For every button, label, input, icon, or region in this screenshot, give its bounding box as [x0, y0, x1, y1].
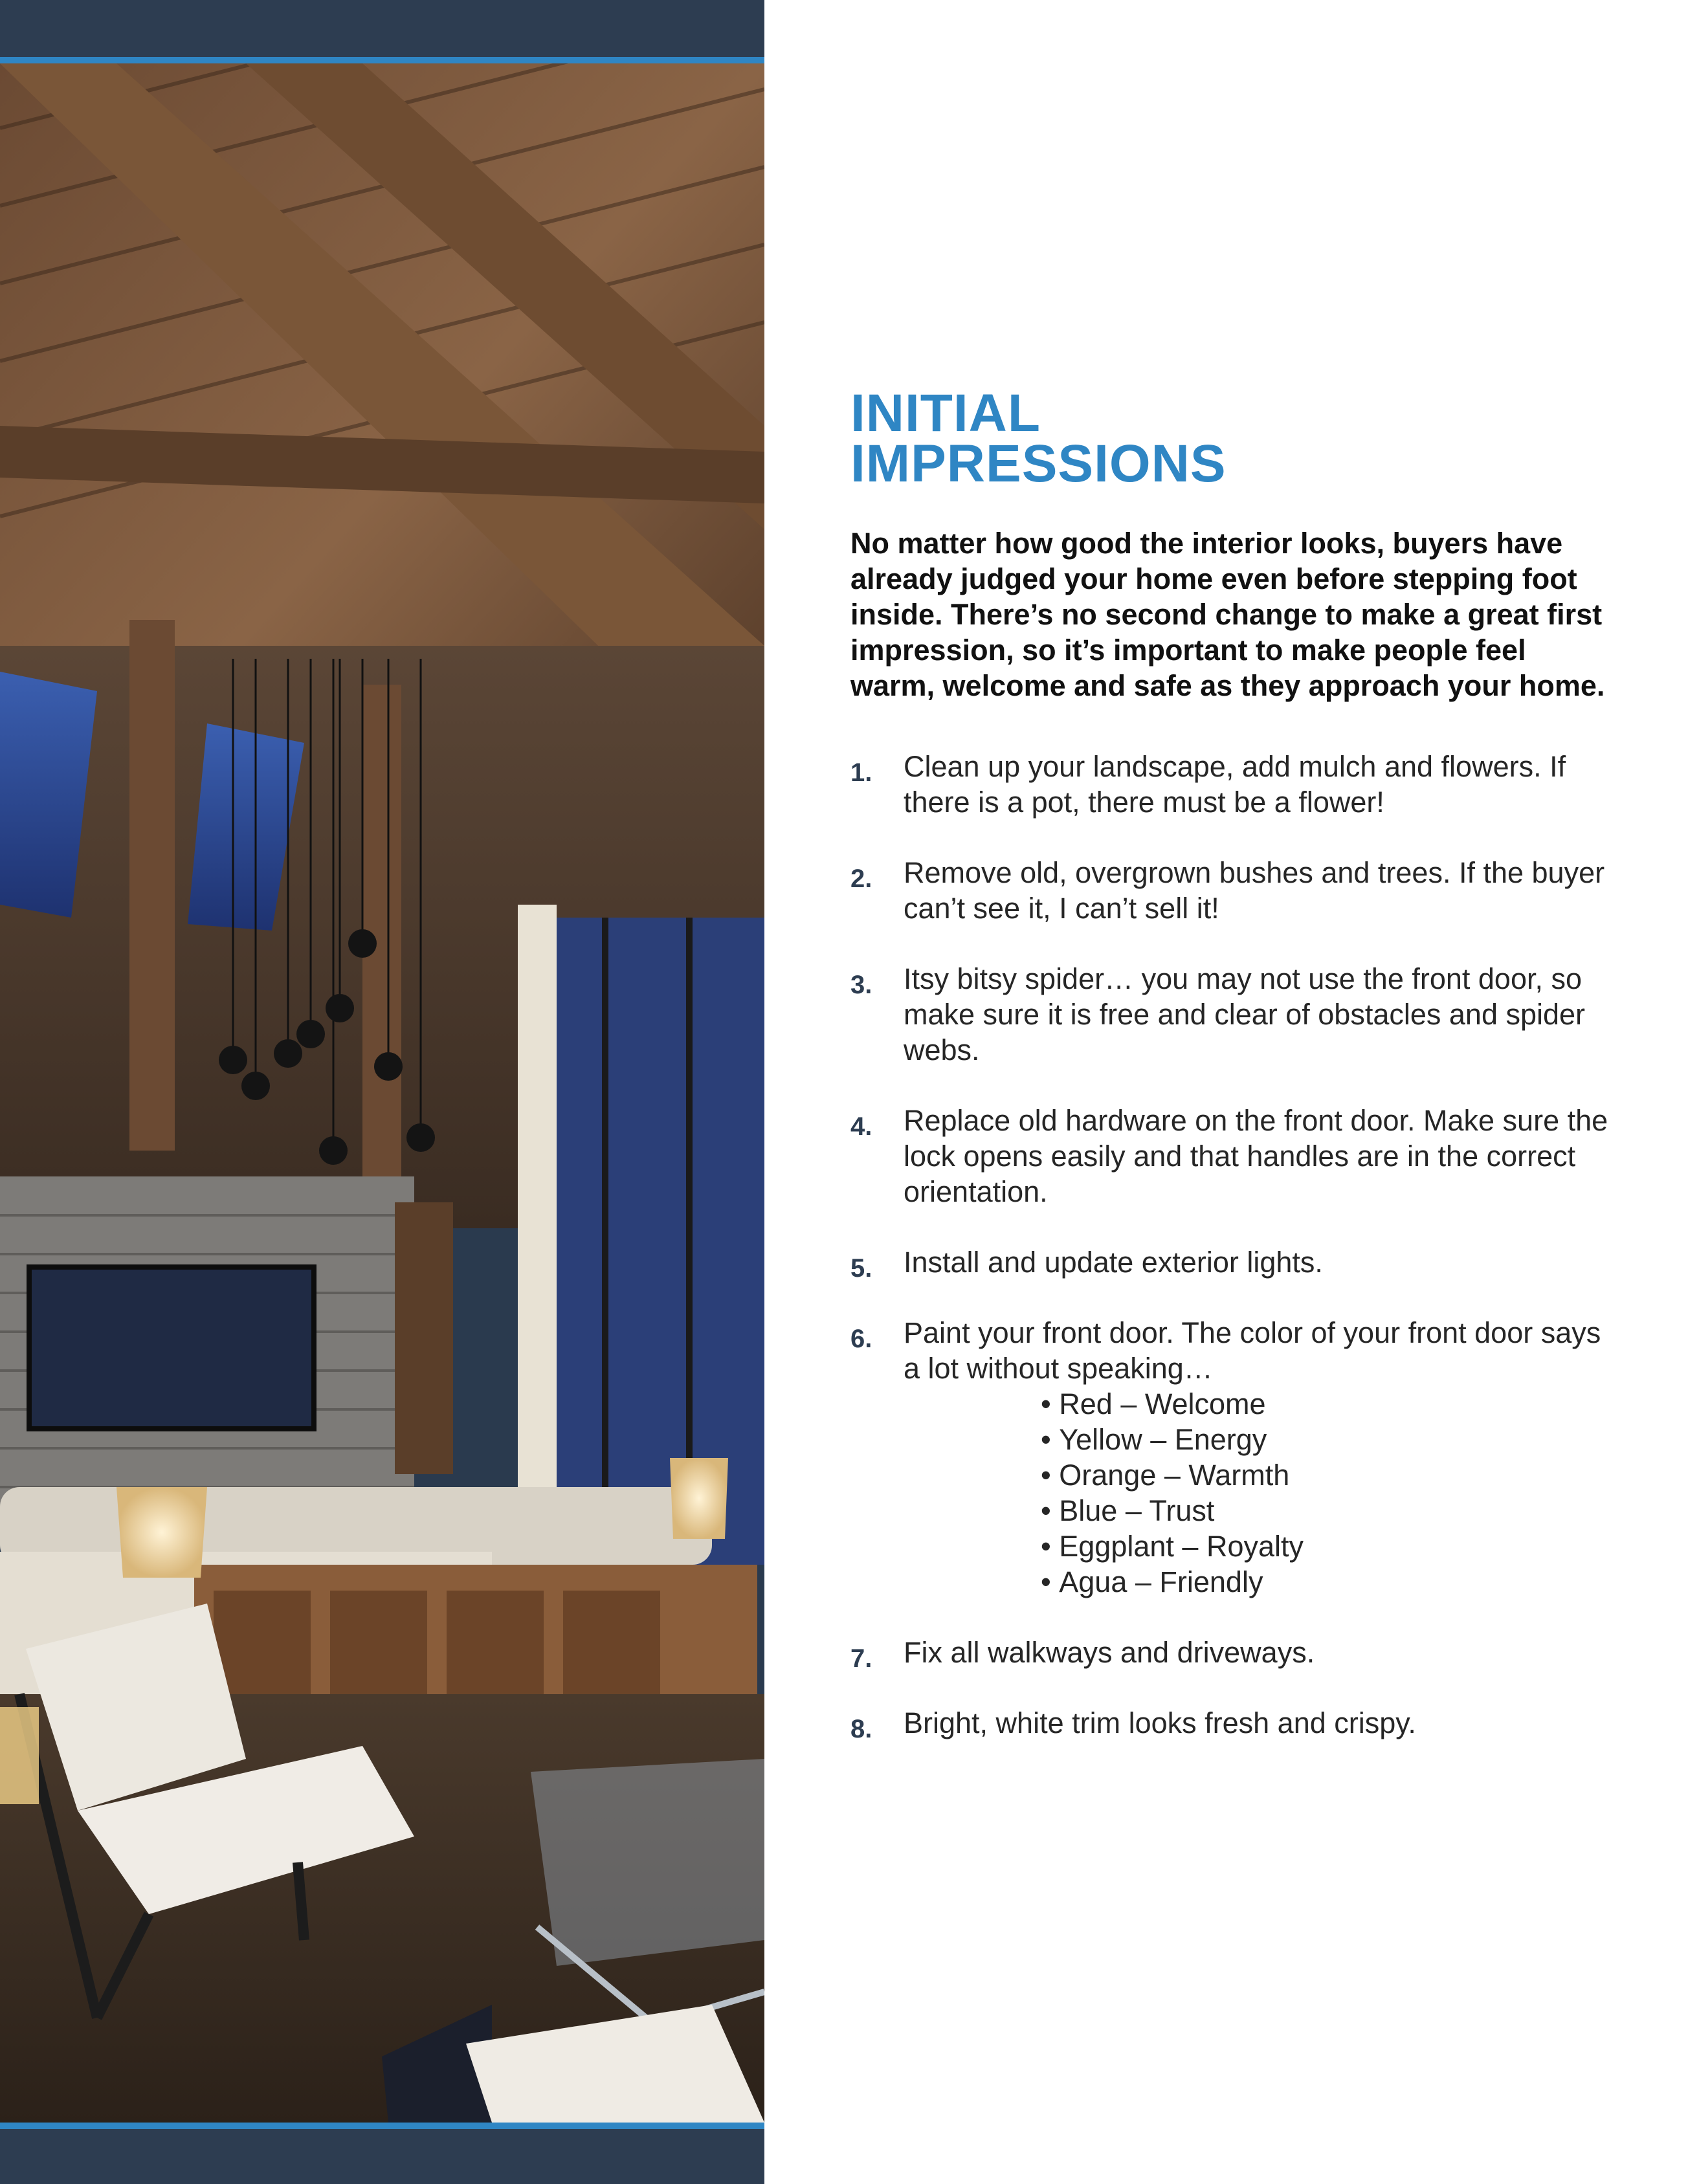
top-band: [0, 0, 764, 57]
bottom-band: [0, 2129, 764, 2184]
content-column: [850, 384, 1614, 1776]
list-item: [850, 855, 1614, 926]
door-color-list: [904, 1386, 1614, 1600]
item-number: 7.: [850, 1644, 872, 1673]
door-color-item: • Eggplant – Royalty: [1041, 1528, 1614, 1564]
list-item: [850, 1244, 1614, 1283]
item-number: 2.: [850, 865, 872, 893]
item-text: Itsy bitsy spider… you may not use the front door, so make sure it is free and clear of obstacles and spider webs.: [904, 962, 1586, 1066]
door-color-item: • Yellow – Energy: [1041, 1422, 1614, 1457]
item-text: Clean up your landscape, add mulch and flowers. If there is a pot, there must be a flower!: [904, 750, 1566, 819]
title-line-1: INITIAL: [850, 384, 1041, 443]
list-item: [850, 749, 1614, 820]
item-number: 3.: [850, 971, 872, 999]
list-item: [850, 1635, 1614, 1673]
item-number: 6.: [850, 1325, 872, 1353]
bottom-accent-stripe: [0, 2123, 764, 2129]
top-accent-stripe: [0, 57, 764, 63]
door-color-item: • Blue – Trust: [1041, 1493, 1614, 1528]
item-text: Remove old, overgrown bushes and trees. If the buyer can’t see it, I can’t sell it!: [904, 856, 1605, 925]
title-line-2: IMPRESSIONS: [850, 434, 1227, 493]
item-number: 1.: [850, 758, 872, 787]
item-text: Fix all walkways and driveways.: [904, 1636, 1315, 1669]
item-number: 8.: [850, 1715, 872, 1743]
list-item: [850, 1103, 1614, 1209]
list-item: [850, 1705, 1614, 1741]
tips-list: [850, 749, 1614, 1741]
list-item: [850, 1315, 1614, 1600]
door-color-item: • Red – Welcome: [1041, 1386, 1614, 1422]
page-title: [850, 384, 1614, 493]
list-item: [850, 961, 1614, 1068]
photo-panel: [0, 0, 764, 2184]
item-number: 5.: [850, 1254, 872, 1283]
door-color-item: • Orange – Warmth: [1041, 1457, 1614, 1493]
item-text: Paint your front door. The color of your front door says a lot without speaking…: [904, 1316, 1601, 1385]
item-text: Replace old hardware on the front door. Make sure the lock opens easily and that handles are in the correct orientation.: [904, 1104, 1608, 1208]
living-room-photo: [0, 63, 764, 2123]
item-text: Install and update exterior lights.: [904, 1246, 1323, 1279]
item-number: 4.: [850, 1112, 872, 1141]
item-text: Bright, white trim looks fresh and crispy.: [904, 1706, 1416, 1739]
intro-paragraph: No matter how good the interior looks, buyers have already judged your home even before stepping foot inside. There’s no second change to make a great first impression, so it’s important to make people feel warm, welcome and safe as they approach your home.: [850, 527, 1605, 702]
door-color-item: • Agua – Friendly: [1041, 1564, 1614, 1600]
